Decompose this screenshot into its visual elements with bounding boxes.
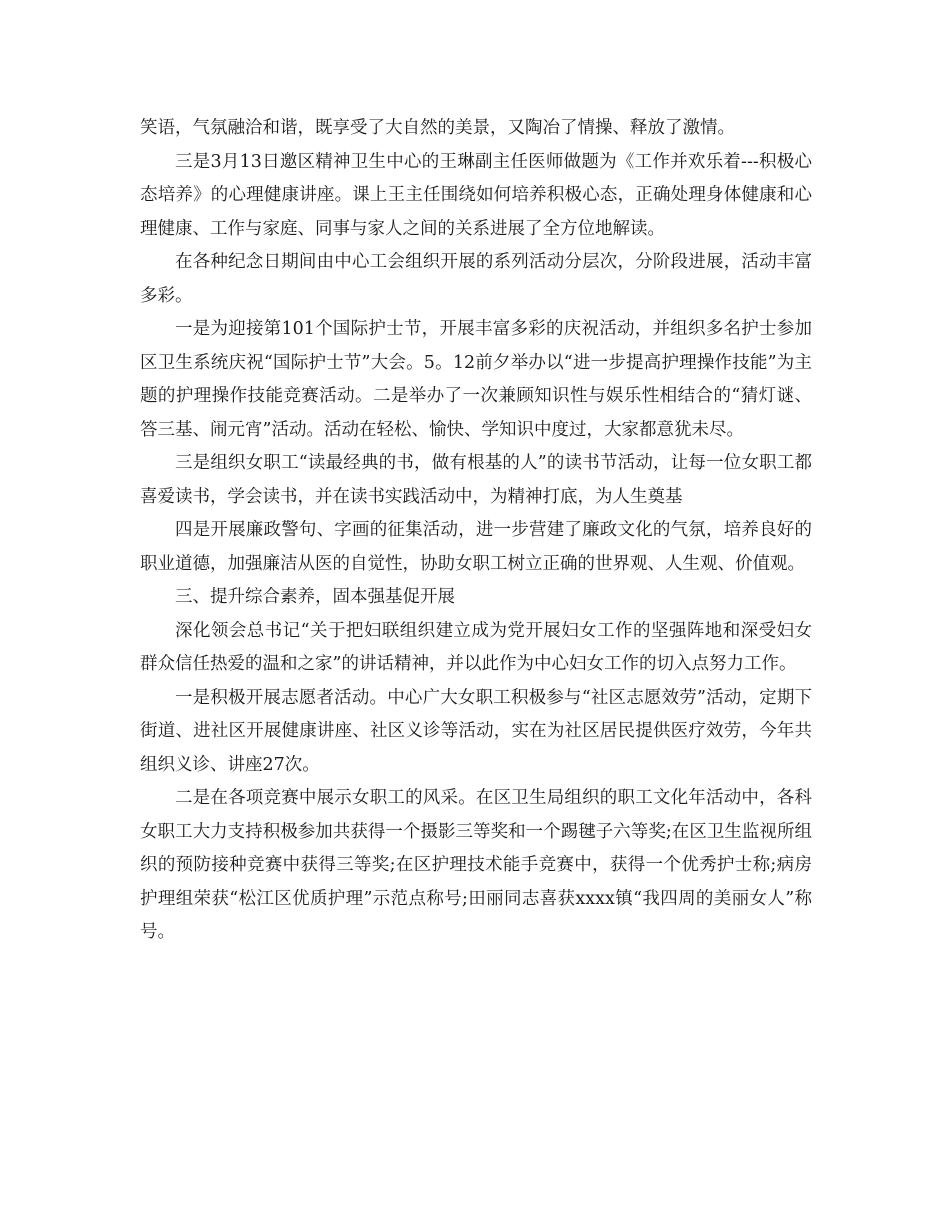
paragraph-continuation: 笑语，气氛融洽和谐，既享受了大自然的美景，又陶冶了情操、释放了激情。 <box>140 118 735 138</box>
paragraph-competitions: 二是在各项竞赛中展示女职工的风采。在区卫生局组织的职工文化年活动中，各科女职工大力支持积极参加共获得一个摄影三等奖和一个踢毽子六等奖;在区卫生监视所组织的预防接种竞赛中获得三等奖;在区护理技术能手竞赛中，获得一个优秀护士称;病房护理组荣获“松江区优质护理”示范点称号;田丽同志喜获xxxx镇“我四周的美丽女人”称号。 <box>140 788 812 942</box>
paragraph-womens-federation: 深化领会总书记“关于把妇联组织建立成为党开展妇女工作的坚强阵地和深受妇女群众信任热爱的温和之家”的讲话精神，并以此作为中心妇女工作的切入点努力工作。 <box>140 620 812 674</box>
paragraph-volunteer-activities: 一是积极开展志愿者活动。中心广大女职工积极参与“社区志愿效劳”活动，定期下街道、进社区开展健康讲座、社区义诊等活动，实在为社区居民提供医疗效劳，今年共组织义诊、讲座27次。 <box>140 687 812 775</box>
paragraph-reading-festival: 三是组织女职工“读最经典的书，做有根基的人”的读书节活动，让每一位女职工都喜爱读书，学会读书，并在读书实践活动中，为精神打底，为人生奠基 <box>140 453 812 507</box>
paragraph-nurses-day: 一是为迎接第101个国际护士节，开展丰富多彩的庆祝活动，并组织多名护士参加区卫生系统庆祝“国际护士节”大会。5。12前夕举办以“进一步提高护理操作技能”为主题的护理操作技能竞赛活动。二是举办了一次兼顾知识性与娱乐性相结合的“猜灯谜、答三基、闹元宵”活动。活动在轻松、愉快、学知识中度过，大家都意犹未尽。 <box>140 319 812 440</box>
paragraph-commemorative-activities: 在各种纪念日期间由中心工会组织开展的系列活动分层次，分阶段进展，活动丰富多彩。 <box>140 252 812 306</box>
paragraph-lecture: 三是3月13日邀区精神卫生中心的王琳副主任医师做题为《工作并欢乐着---积极心态培养》的心理健康讲座。课上王主任围绕如何培养积极心态，正确处理身体健康和心理健康、工作与家庭、同事与家人之间的关系进展了全方位地解读。 <box>140 151 812 239</box>
section-heading: 三、提升综合素养，固本强基促开展 <box>175 587 455 607</box>
paragraph-integrity-culture: 四是开展廉政警句、字画的征集活动，进一步营建了廉政文化的气氛，培养良好的职业道德，加强廉洁从医的自觉性，协助女职工树立正确的世界观、人生观、价值观。 <box>140 520 812 574</box>
document-body <box>140 112 812 950</box>
